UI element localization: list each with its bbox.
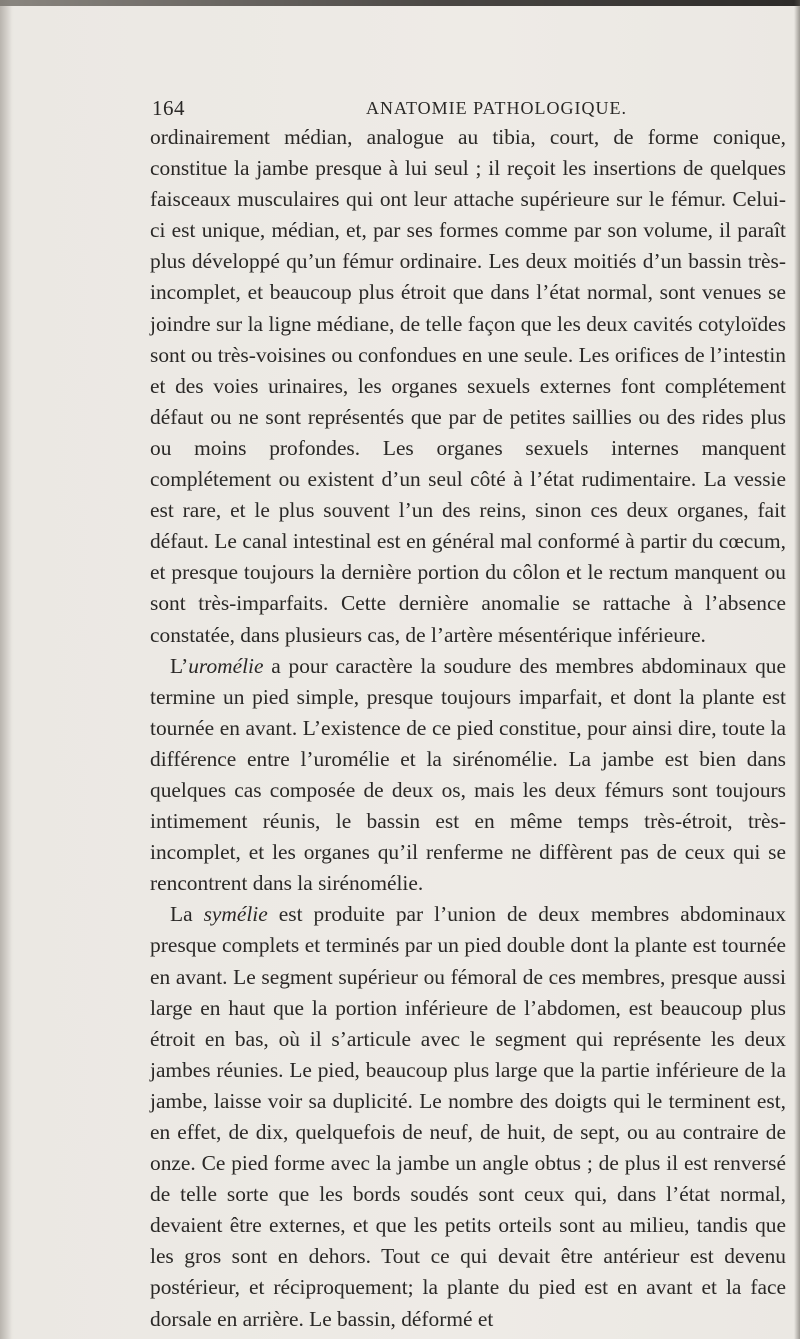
italic-term: symélie	[203, 902, 268, 927]
body-text	[150, 122, 786, 1335]
paragraph	[150, 651, 786, 900]
paragraph-text: a pour caractère la soudure des membres abdominaux que termine un pied simple, presque toujours imparfait, et dont la plante est tournée en avant. L’existence de ce pied constitue, pour ainsi dire, toute la différence entre l’uromélie et la sirénomélie. La jambe est bien dans quelques cas composée de deux os, mais les deux fémurs sont toujours intimement réunis, le bassin est en même temps très-étroit, très-incomplet, et les organes qu’il renferme ne diffèrent pas de ceux qui se rencontrent dans la sirénomélie.	[150, 653, 786, 896]
paragraph	[150, 899, 786, 1334]
paragraph-lead: L’	[170, 653, 189, 678]
page-right-edge	[794, 0, 800, 1339]
paragraph-text: est produite par l’union de deux membres abdominaux presque complets et terminés par un pied double dont la plante est tournée en avant. Le segment supérieur ou fémoral de ces membres, presque aussi large en haut que la portion inférieure de l’abdomen, est beaucoup plus étroit en bas, où il s’articule avec le segment qui représente les deux jambes réunies. Le pied, beaucoup plus large que la partie inférieure de la jambe, laisse voir sa duplicité. Le nombre des doigts qui le terminent est, en effet, de dix, quelquefois de neuf, de huit, de sept, ou au contraire de onze. Ce pied forme avec la jambe un angle obtus ; de plus il est renversé de telle sorte que les bords soudés sont ceux qui, dans l’état normal, devaient être externes, et que les petits orteils sont au milieu, tandis que les gros sont en dehors. Tout ce qui devait être antérieur est devenu postérieur, et réciproquement; la plante du pied est en avant et la face dorsale en arrière. Le bassin, déformé et	[150, 902, 786, 1331]
page-number: 164	[152, 96, 185, 120]
paragraph: ordinairement médian, analogue au tibia, court, de forme conique, constitue la jambe presque à lui seul ; il reçoit les insertions de quelques faisceaux musculaires qui ont leur attache supérieure sur le fémur. Celui-ci est unique, médian, et, par ses formes comme par son volume, il paraît plus développé qu’un fémur ordinaire. Les deux moitiés d’un bassin très-incomplet, et beaucoup plus étroit que dans l’état normal, sont venues se joindre sur la ligne médiane, de telle façon que les deux cavités cotyloïdes sont ou très-voisines ou confondues en une seule. Les orifices de l’intestin et des voies urinaires, les organes sexuels externes font complétement défaut ou ne sont représentés que par de petites saillies ou des rides plus ou moins profondes. Les organes sexuels internes manquent complétement ou existent d’un seul côté à l’état rudimentaire. La vessie est rare, et le plus souvent l’un des reins, sinon ces deux organes, fait défaut. Le canal intestinal est en général mal conformé à partir du cœcum, et presque toujours la dernière portion du côlon et le rectum manquent ou sont très-imparfaits. Cette dernière anomalie se rattache à l’absence constatée, dans plusieurs cas, de l’artère mésentérique inférieure.	[150, 125, 786, 647]
italic-term: uromélie	[188, 653, 264, 678]
page-header	[152, 96, 772, 122]
paragraph-lead: La	[170, 902, 204, 927]
page-top-edge	[0, 0, 800, 6]
page-gutter-shadow	[0, 0, 12, 1339]
running-head: ANATOMIE PATHOLOGIQUE.	[366, 98, 628, 118]
